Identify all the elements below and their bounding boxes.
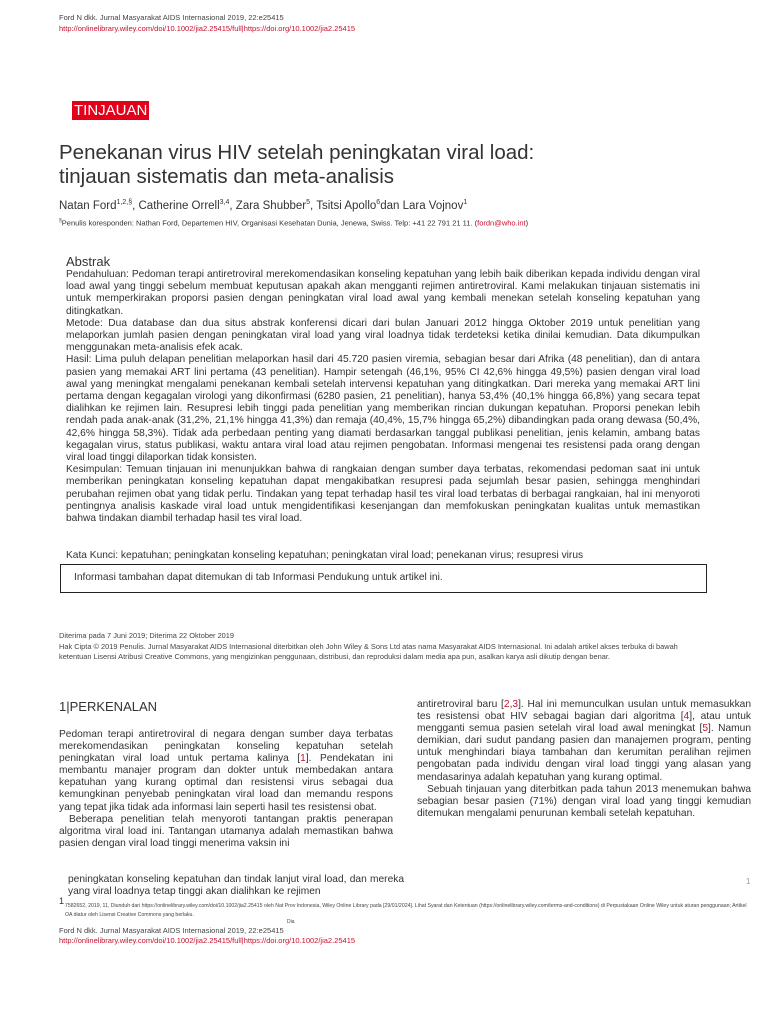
body-text: ]. Hal ini memunculkan usulan untuk memasukkan tes resistensi obat HIV sebagai bagian dari algoritma [ <box>417 699 751 723</box>
author-name: , Catherine Orrell <box>132 199 220 212</box>
abstract-body <box>66 269 700 525</box>
reference-link[interactable]: 5 <box>702 723 709 735</box>
right-column <box>417 699 751 820</box>
body-paragraph <box>59 729 393 814</box>
corresponding-author <box>59 218 719 228</box>
abstract-results: Hasil: Lima puluh delapan penelitian melaporkan hasil dari 45.720 pasien viremia, sebagian besar dari Afrika (48 penelitian), dan di antara pasien yang memakai ART lini pertama (43 penelitian). Hampir setengah (46,1%, 95% CI 42,6% hingga 49,5%) pasien dengan viral load awal yang meningkat mengalami penekanan kembali setelah intervensi kepatuhan yang ditingkatkan. Dari mereka yang memakai ART lini pertama dengan kegagalan virologi yang dikonfirmasi (6280 pasien, 21 penelitian), hanya 53,4% (40,1% hingga 66,8%) yang secara tepat dialihkan ke rejimen lain. Resupresi lebih tinggi pada penelitian yang memberikan rincian dukungan kepatuhan. Proporsi penekan lebih rendah pada anak-anak (31,2%, 21,1% hingga 41,3%) dan remaja (40,4%, 15,7% hingga 65,2%) dibandingkan pada orang dewasa (50,4%, 42,6% hingga 58,3%). Tidak ada perbedaan penting yang diamati berdasarkan tanggal publikasi penelitian, jenis kelamin, ambang batas kegagalan virus, status publikasi, waktu antara viral load atau rejimen pengobatan. Informasi mengenai tes resistensi pada orang dengan viral load tinggi dilaporkan tidak konsisten. <box>66 354 700 464</box>
abstract-conclusions: Kesimpulan: Temuan tinjauan ini menunjukkan bahwa di rangkaian dengan sumber daya terbatas, rekomendasi pedoman saat ini untuk memberikan peningkatan konseling kepatuhan dapat mengakibatkan resupresi pada sejumlah besar pasien, sehingga menghindari perubahan rejimen obat yang tidak perlu. Tindakan yang tepat terhadap hasil tes viral load terbatas di berbagai rangkaian, hal ini menyoroti pentingnya analisis kaskade viral load untuk mengidentifikasi kesenjangan dan memfokuskan peningkatan kualitas untuk memastikan bahwa tindakan diambil terhadap hasil tes viral load. <box>66 464 700 525</box>
keywords: Kata Kunci: kepatuhan; peningkatan konseling kepatuhan; peningkatan viral load; penekanan virus; resupresi virus <box>66 550 584 561</box>
body-paragraph: Beberapa penelitian telah menyoroti tantangan praktis penerapan algoritma viral load ini. Tantangan utamanya adalah memastikan bahwa pasien dengan viral load tinggi menerima vaksin ini <box>59 813 393 849</box>
article-meta <box>59 631 704 663</box>
body-text: Pedoman terapi antiretroviral di negara dengan sumber daya terbatas merekomendasikan peningkatan konseling kepatuhan setelah peningkatan viral load untuk pertama kalinya [ <box>59 729 393 765</box>
journal-header: Ford N dkk. Jurnal Masyarakat AIDS Internasional 2019, 22:e25415 <box>59 13 284 22</box>
journal-url[interactable]: http://onlinelibrary.wiley.com/doi/10.1002/jia2.25415/full|https://doi.org/10.1002/jia2.25415 <box>59 24 356 33</box>
author-list <box>59 196 719 213</box>
section-heading: 1|PERKENALAN <box>59 699 158 714</box>
left-column-continued <box>68 874 404 898</box>
author-affiliation: 1,2,§ <box>116 199 133 206</box>
reference-link[interactable]: 3 <box>512 699 519 710</box>
body-paragraph: Sebuah tinjauan yang diterbitkan pada tahun 2013 menemukan bahwa sebagian besar pasien (71%) dengan viral load yang tinggi kemudian ditemukan mengalami penurunan kembali setelah kepatuhan. <box>417 783 751 819</box>
article-title <box>59 141 699 189</box>
author-affiliation: 1 <box>463 199 468 206</box>
supporting-info-box <box>60 564 707 593</box>
body-text: ]. Pendekatan ini membantu manajer program dan dokter untuk membedakan antara kepatuhan yang kurang optimal dan resistensi virus sebagai dua kemungkinan penyebab peningkatan viral load dan memandu respons yang tepat jika tidak ada informasi lain seperti hasil tes resistensi obat. <box>59 753 393 813</box>
article-type-tag: TINJAUAN <box>74 102 148 119</box>
footer-marker: 1 <box>59 896 65 906</box>
footer-url[interactable]: http://onlinelibrary.wiley.com/doi/10.1002/jia2.25415/full|https://doi.org/10.1002/jia2.25415 <box>59 936 356 945</box>
page-number: 1 <box>746 877 751 886</box>
author-name: Natan Ford <box>59 199 117 212</box>
author-name: dan Lara Vojnov <box>380 199 464 212</box>
title-line-2: tinjauan sistematis dan meta-analisis <box>59 165 394 188</box>
reference-link[interactable]: 4 <box>683 711 690 723</box>
left-column <box>59 729 393 850</box>
title-line-1: Penekanan virus HIV setelah peningkatan viral load: <box>59 141 535 164</box>
supporting-info-text: Informasi tambahan dapat ditemukan di tab Informasi Pendukung untuk artikel ini. <box>74 572 443 583</box>
author-name: , Tsitsi Apollo <box>310 199 377 212</box>
abstract-heading: Abstrak <box>66 254 111 269</box>
author-affiliation: 5 <box>306 199 311 206</box>
author-affiliation: 3,4 <box>219 199 230 206</box>
footer-dia: Dia <box>287 919 295 925</box>
body-text: antiretroviral baru [ <box>417 699 504 710</box>
corr-close: ) <box>525 218 529 228</box>
body-paragraph <box>417 699 751 784</box>
body-text: ]. Namun demikian, dari sudut pandang pasien dan manajemen program, penting untuk menghindari biaya tambahan dan kerumitan peralihan rejimen pengobatan pada individu dengan viral load tinggi yang alasan yang mendasarinya adalah kepatuhan yang kurang optimal. <box>417 723 751 783</box>
reference-link[interactable]: 1 <box>300 753 306 765</box>
author-name: , Zara Shubber <box>229 199 307 212</box>
abstract-methods: Metode: Dua database dan dua situs abstrak konferensi dicari dari bulan Januari 2012 hingga Oktober 2019 untuk penelitian yang melaporkan jumlah pasien dengan peningkatan viral load yang viral loadnya tidak terdeteksi ketika dinilai kemudian. Data dikumpulkan menggunakan meta-analisis efek acak. <box>66 317 700 354</box>
body-text: ], atau untuk mengganti semua pasien setelah viral load awal meningkat [ <box>417 711 751 735</box>
reference-link[interactable]: 2 <box>503 699 510 710</box>
footer-journal: Ford N dkk. Jurnal Masyarakat AIDS Internasional 2019, 22:e25415 <box>59 926 284 935</box>
copyright-notice: Hak Cipta © 2019 Penulis. Jurnal Masyarakat AIDS Internasional diterbitkan oleh John Wiley & Sons Ltd atas nama Masyarakat AIDS Internasional. Ini adalah artikel akses terbuka di bawah ketentuan Lisensi Atribusi Creative Commons, yang mengizinkan penggunaan, distribusi, dan reproduksi dalam media apa pun, asalkan karya asli dikutip dengan benar. <box>59 641 678 662</box>
corr-email-link[interactable]: fordn@who.int <box>477 218 526 228</box>
body-text: , <box>509 699 513 710</box>
author-affiliation: 6 <box>376 199 381 206</box>
corr-text: Penulis koresponden: Nathan Ford, Departemen HIV, Organisasi Kesehatan Dunia, Jenewa, Swiss. Telp: +41 22 791 21 11. ( <box>61 218 478 228</box>
download-notice: 7582652, 2019, 11, Diunduh dari https://onlinelibrary.wiley.com/doi/10.1002/jia2.25415 oleh Nat Prov Indonesia, Wiley Online Library pada [29/01/2024]. Lihat Syarat dan Ketentuan (https://onlinelibrary.wiley.com/terms-and-conditions) di Perpustakaan Online Wiley untuk aturan penggunaan; Artikel OA diatur oleh Lisensi Creative Commons yang berlaku. <box>65 903 747 918</box>
abstract-introduction: Pendahuluan: Pedoman terapi antiretroviral merekomendasikan konseling kepatuhan yang lebih baik diberikan kepada individu dengan viral load awal yang tinggi sebelum membuat keputusan apakah akan mengganti rejimen antiretroviral. Kami melakukan tinjauan sistematis ini untuk memperkirakan proporsi pasien dengan peningkatan viral load awal yang kembali menekan setelah konseling kepatuhan yang ditingkatkan. <box>66 269 700 317</box>
corr-mark: § <box>59 218 62 224</box>
body-paragraph: peningkatan konseling kepatuhan dan tindak lanjut viral load, dan mereka yang viral loadnya tetap tinggi akan dialihkan ke rejimen <box>68 874 404 898</box>
received-dates: Diterima pada 7 Juni 2019; Diterima 22 Oktober 2019 <box>59 631 235 640</box>
